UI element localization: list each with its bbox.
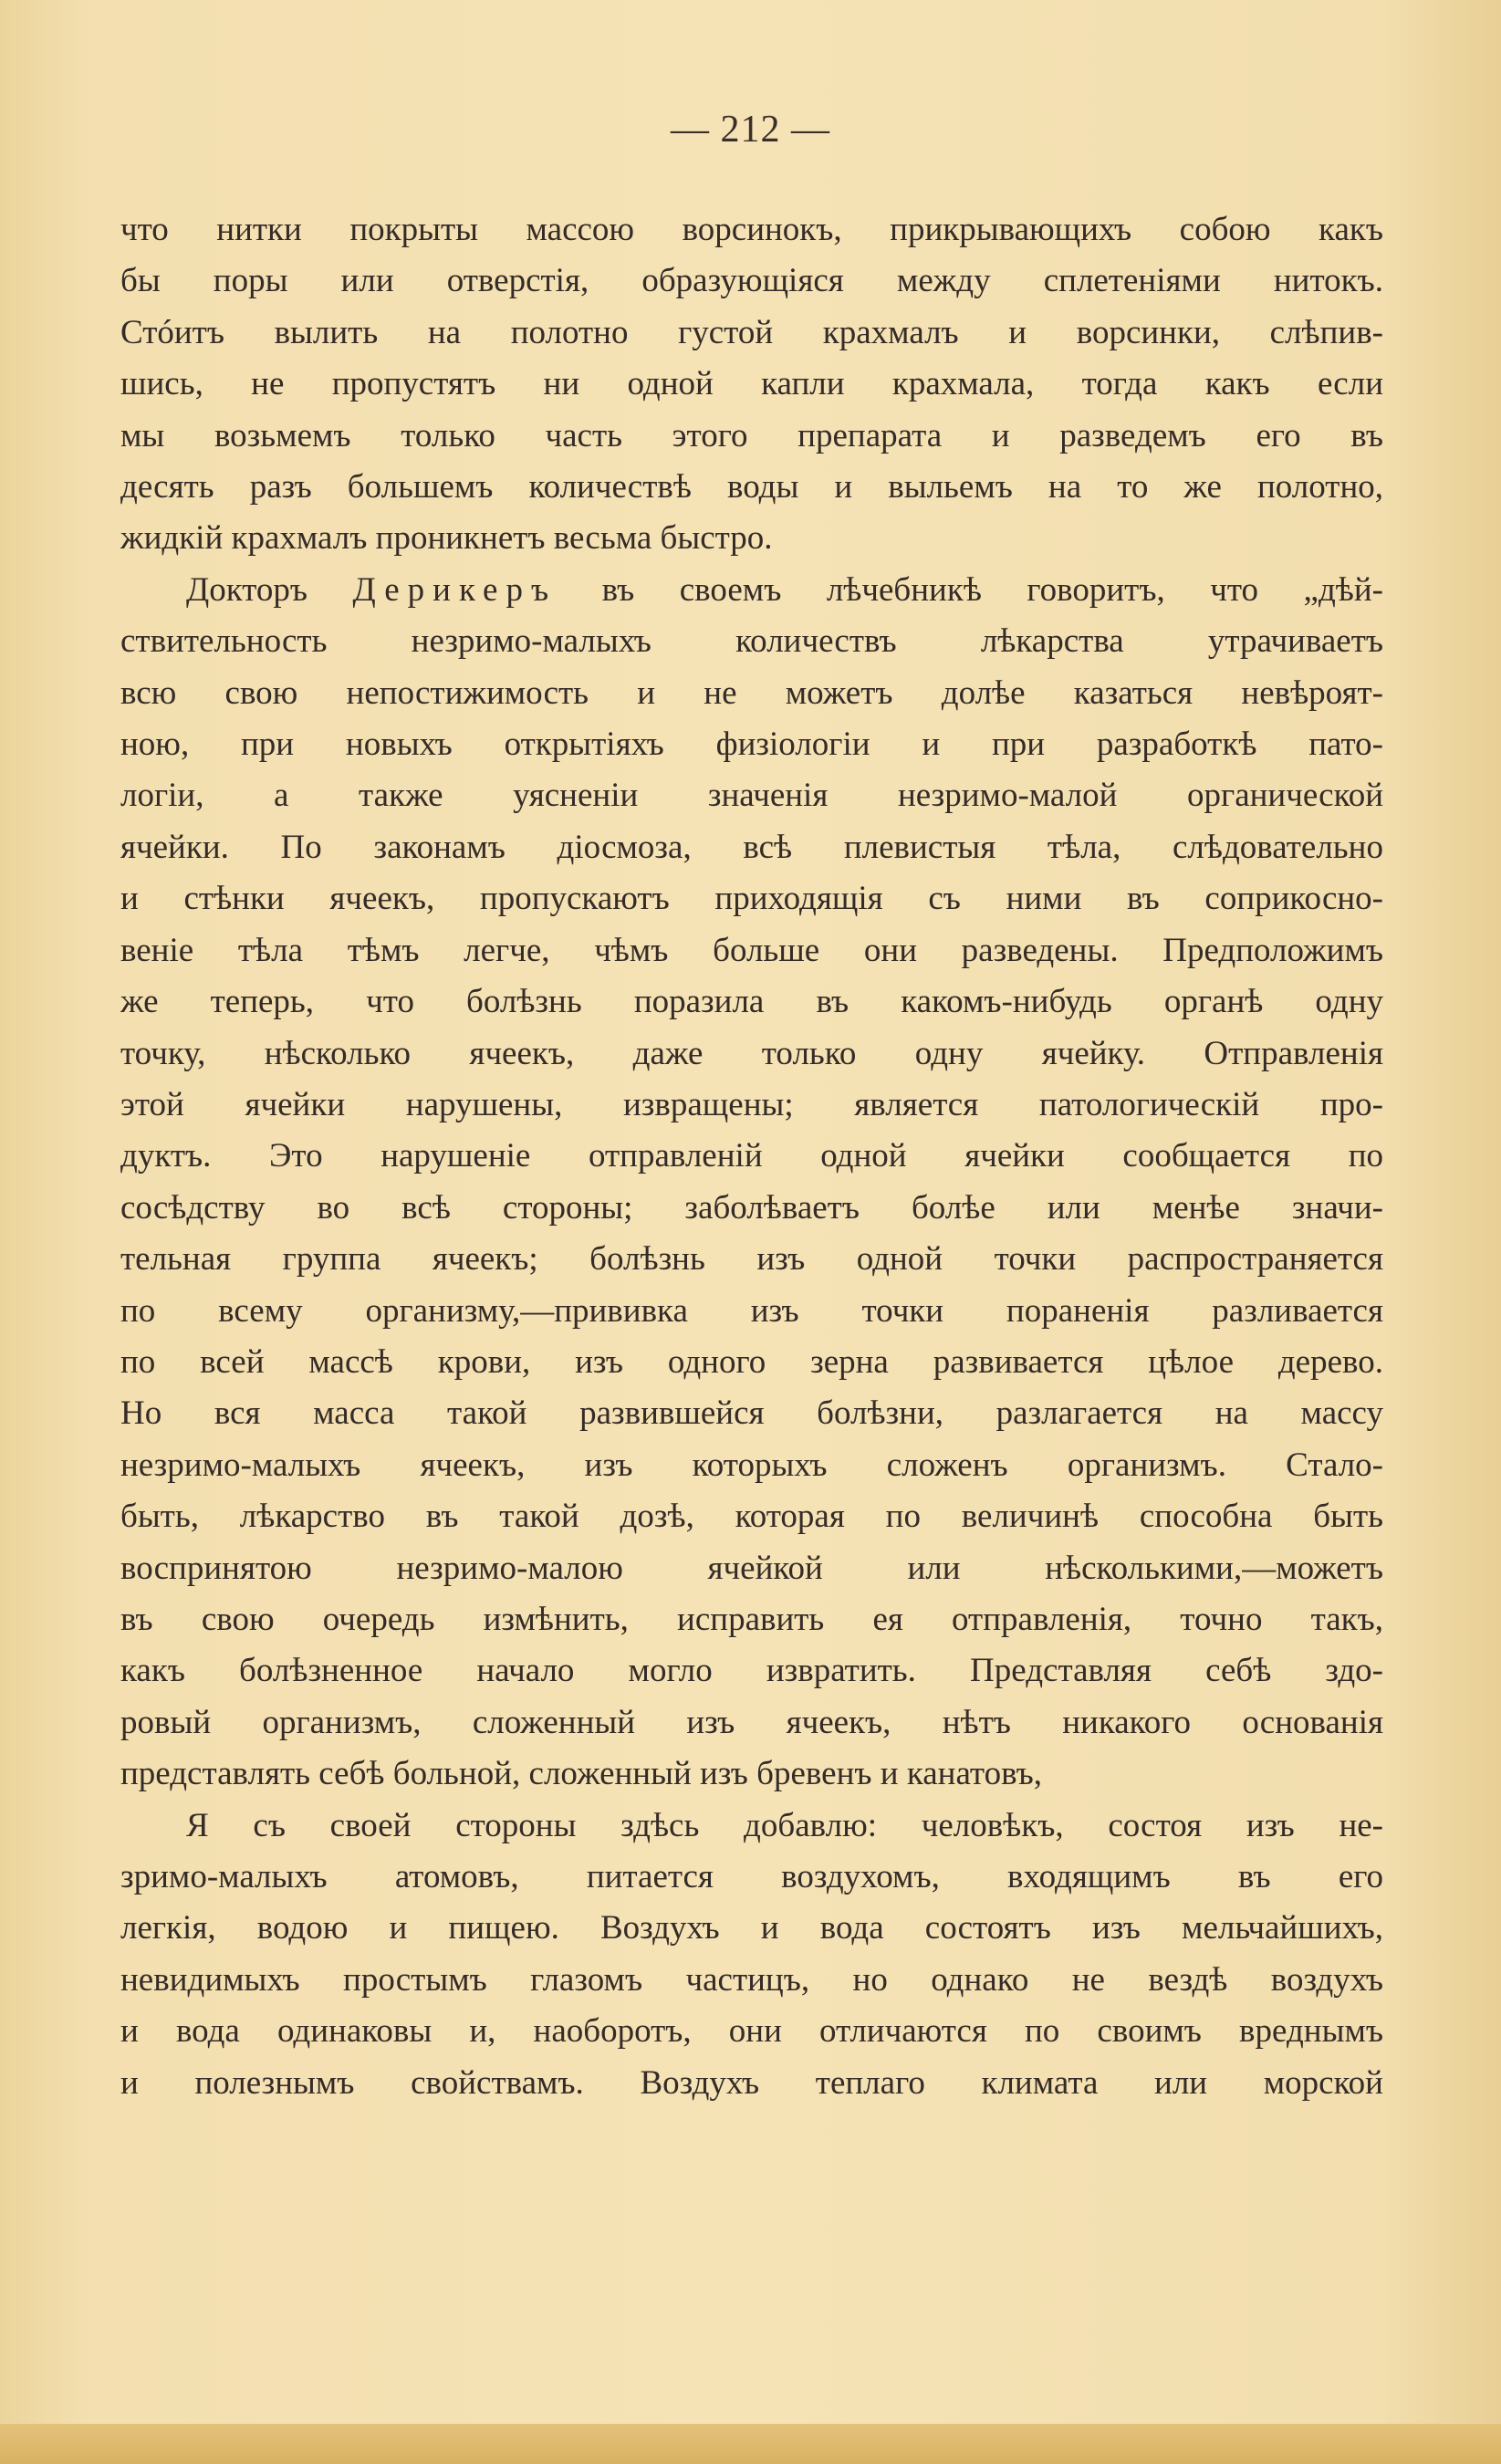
text-line: тельная группа ячеекъ; болѣзнь изъ одной точки распространяется	[120, 1240, 1383, 1279]
text-line: же теперь, что болѣзнь поразила въ какомъ-нибудь органѣ одну	[120, 983, 1383, 1021]
text-line: ровый организмъ, сложенный изъ ячеекъ, нѣтъ никакого основанія	[120, 1703, 1383, 1741]
text-line: сосѣдству во всѣ стороны; заболѣваетъ болѣе или менѣе значи-	[120, 1188, 1383, 1227]
line-text: Докторъ	[186, 570, 353, 609]
text-line: бы поры или отверстія, образующіяся между сплетеніями нитокъ.	[120, 262, 1383, 300]
text-line: веніе тѣла тѣмъ легче, чѣмъ больше они разведены. Предположимъ	[120, 931, 1383, 969]
text-line: жидкій крахмалъ проникнетъ весьма быстро.	[120, 519, 773, 558]
page-edge	[0, 2424, 1501, 2464]
page-number: — 212 —	[671, 109, 830, 151]
author-name: Дерикеръ	[352, 570, 558, 609]
text-line: точку, нѣсколько ячеекъ, даже только одну ячейку. Отправленія	[120, 1034, 1383, 1072]
text-line: ствительность незримо-малыхъ количествъ лѣкарства утрачиваетъ	[120, 622, 1383, 661]
text-line: быть, лѣкарство въ такой дозѣ, которая по величинѣ способна быть	[120, 1498, 1383, 1536]
text-line: всю свою непостижимость и не можетъ долѣе казаться невѣроят-	[120, 673, 1383, 712]
text-line: десять разъ большемъ количествѣ воды и выльемъ на то же полотно,	[120, 468, 1383, 506]
text-line: логіи, а также уясненіи значенія незримо-малой органической	[120, 777, 1383, 815]
text-line: какъ болѣзненное начало могло извратить. Представляя себѣ здо-	[120, 1652, 1383, 1690]
text-line: представлять себѣ больной, сложенный изъ бревенъ и канатовъ,	[120, 1755, 1043, 1793]
text-line: и стѣнки ячеекъ, пропускаютъ приходящія съ ними въ соприкосно-	[120, 880, 1383, 918]
line-text: въ своемъ лѣчебникѣ говоритъ, что „дѣй-	[557, 570, 1383, 609]
text-line: что нитки покрыты массою ворсинокъ, прикрывающихъ собою какъ	[120, 211, 1383, 248]
text-line	[120, 565, 1383, 616]
text-line: ячейки. По законамъ діосмоза, всѣ плевистыя тѣла, слѣдовательно	[120, 828, 1383, 866]
text-line: въ свою очередь измѣнить, исправить ея отправленія, точно такъ,	[120, 1600, 1383, 1638]
text-line: по всему организму,—прививка изъ точки пораненія разливается	[120, 1291, 1383, 1330]
text-line: по всей массѣ крови, изъ одного зерна развивается цѣлое дерево.	[120, 1342, 1383, 1381]
text-line: и полезнымъ свойствамъ. Воздухъ теплаго климата или морской	[120, 2063, 1383, 2102]
text-line: легкія, водою и пищею. Воздухъ и вода состоятъ изъ мельчайшихъ,	[120, 1909, 1383, 1947]
text-line: и вода одинаковы и, наоборотъ, они отличаются по своимъ вреднымъ	[120, 2012, 1383, 2051]
body-text	[120, 204, 1383, 2109]
text-line: Но вся масса такой развившейся болѣзни, разлагается на массу	[120, 1394, 1383, 1433]
text-line: мы возьмемъ только часть этого препарата и разведемъ его въ	[120, 416, 1383, 454]
paragraph	[120, 204, 1383, 565]
text-line: шись, не пропустятъ ни одной капли крахмала, тогда какъ если	[120, 365, 1383, 403]
text-line: этой ячейки нарушены, извращены; является патологическій про-	[120, 1085, 1383, 1123]
text-line: зримо-малыхъ атомовъ, питается воздухомъ, входящимъ въ его	[120, 1858, 1383, 1895]
text-line: Я съ своей стороны здѣсь добавлю: человѣкъ, состоя изъ не-	[186, 1806, 1383, 1844]
paragraph	[120, 565, 1383, 1801]
text-line: дуктъ. Это нарушеніе отправленій одной ячейки сообщается по	[120, 1137, 1383, 1175]
text-line: Стóитъ вылить на полотно густой крахмалъ и ворсинки, слѣпив-	[120, 313, 1383, 351]
paragraph	[120, 1801, 1383, 2109]
text-line: ною, при новыхъ открытіяхъ физіологіи и при разработкѣ пато-	[120, 726, 1383, 764]
text-line: невидимыхъ простымъ глазомъ частицъ, но однако не вездѣ воздухъ	[120, 1960, 1383, 1999]
text-line: воспринятою незримо-малою ячейкой или нѣсколькими,—можетъ	[120, 1549, 1383, 1587]
text-line: незримо-малыхъ ячеекъ, изъ которыхъ сложенъ организмъ. Стало-	[120, 1446, 1383, 1484]
